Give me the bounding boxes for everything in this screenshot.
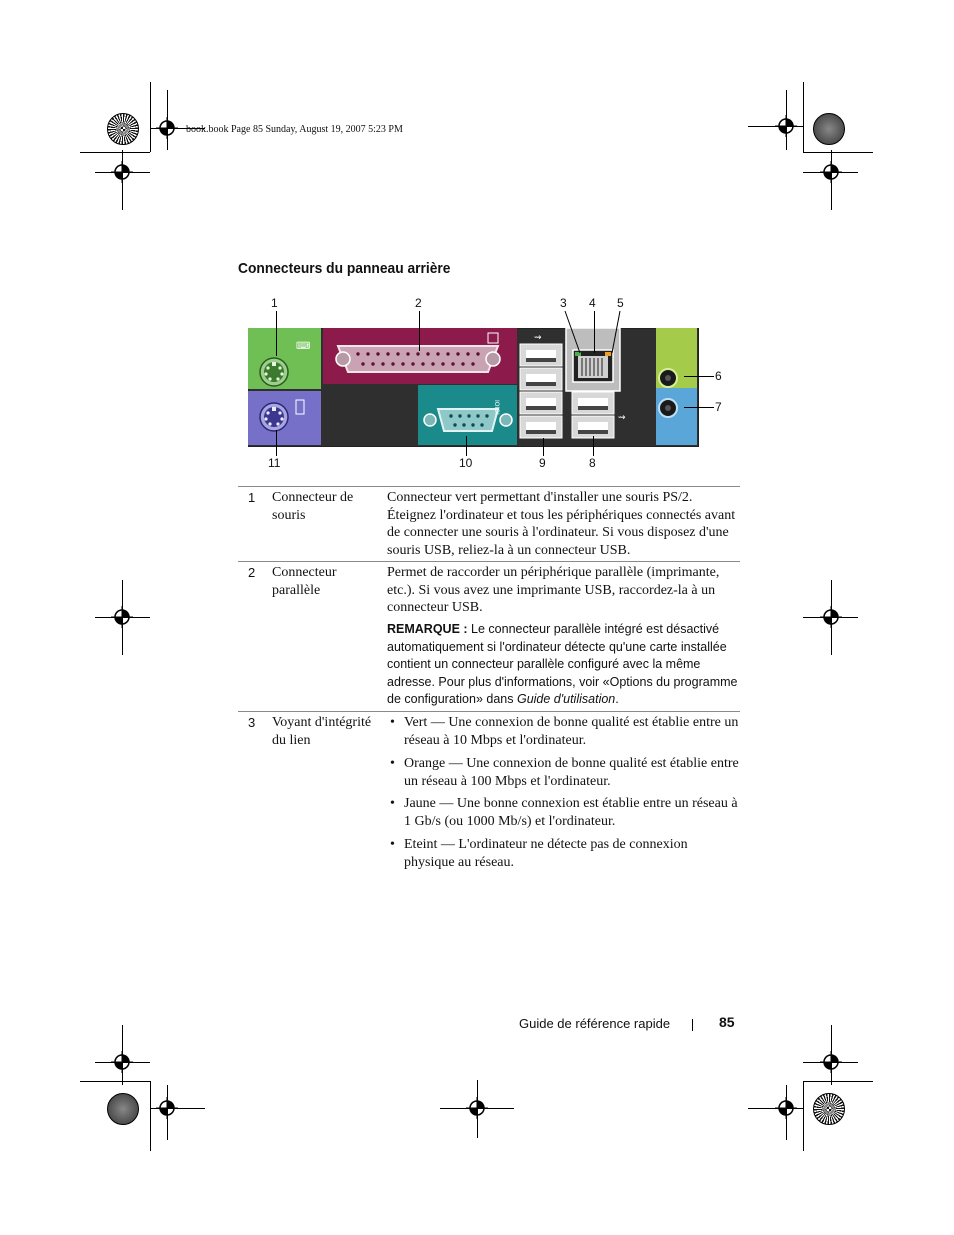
registration-mark <box>156 117 178 139</box>
row-number: 2 <box>248 565 256 580</box>
row-name: Connecteur de souris <box>272 490 354 523</box>
star-target <box>813 1093 845 1125</box>
list-item-text: Vert — Une connexion de bonne qualité est établie entre un réseau à 10 Mbps et l'ordinateur. <box>404 715 739 748</box>
star-target <box>107 113 139 145</box>
row-note <box>387 621 739 709</box>
list-item-text: Eteint — L'ordinateur ne détecte pas de connexion physique au réseau. <box>404 837 688 870</box>
callout-number: 5 <box>617 296 624 310</box>
registration-mark <box>820 161 842 183</box>
usb-stack-left <box>520 344 562 438</box>
row-description: Connecteur vert permettant d'installer une souris PS/2. Éteignez l'ordinateur et tous les périphériques connectés avant de connecter une souris à l'ordinateur. Si vous disposez d'une souris USB, reliez-la à un connecteur USB. <box>387 490 736 558</box>
registration-mark <box>820 606 842 628</box>
row-number: 1 <box>248 490 256 505</box>
footer-divider <box>692 1019 693 1031</box>
page-number: 85 <box>719 1014 735 1030</box>
callout-number: 9 <box>539 456 546 470</box>
callout-number: 4 <box>589 296 596 310</box>
note-end: . <box>615 692 619 706</box>
registration-mark <box>775 1097 797 1119</box>
callout-number: 7 <box>715 400 722 414</box>
grey-target <box>107 1093 139 1125</box>
line-in-panel <box>656 388 697 445</box>
registration-mark <box>111 1051 133 1073</box>
svg-text:⌨: ⌨ <box>296 341 311 352</box>
callout-number: 3 <box>560 296 567 310</box>
row-number: 3 <box>248 715 256 730</box>
registration-mark <box>111 606 133 628</box>
svg-text:IOIOI: IOIOI <box>493 400 500 415</box>
registration-mark <box>111 161 133 183</box>
row-description: Permet de raccorder un périphérique parallèle (imprimante, etc.). Si vous avez une imprimante USB, raccordez-la à un connecteur USB. <box>387 565 720 615</box>
connector-illustration <box>248 328 699 447</box>
callout-number: 8 <box>589 456 596 470</box>
list-item-text: Jaune — Une bonne connexion est établie entre un réseau à 1 Gb/s (ou 1000 Mb/s) et l'ordinateur. <box>404 796 738 829</box>
grey-target <box>813 113 845 145</box>
table-rule <box>238 711 740 712</box>
table-rule <box>238 486 740 487</box>
footer-title: Guide de référence rapide <box>519 1016 671 1031</box>
svg-text:⇝: ⇝ <box>618 413 626 423</box>
registration-mark <box>775 115 797 137</box>
section-title: Connecteurs du panneau arrière <box>238 260 451 277</box>
note-italic: Guide d'utilisation <box>516 692 616 706</box>
note-label: REMARQUE : <box>387 622 468 636</box>
svg-text:⇝: ⇝ <box>534 333 542 343</box>
usb-stack-right <box>572 392 614 438</box>
registration-mark <box>156 1097 178 1119</box>
row-name: Connecteur parallèle <box>272 565 337 598</box>
registration-mark <box>820 1051 842 1073</box>
callout-number: 2 <box>415 296 422 310</box>
note-text: Le connecteur parallèle intégré est désactivé automatiquement si l'ordinateur détecte qu'une carte installée contient un connecteur parallèle configuré avec la même adresse. Pour plus d'informations, voir «Options du programme de configuration» dans <box>387 622 738 706</box>
callout-number: 11 <box>268 456 281 470</box>
print-header: book.book Page 85 Sunday, August 19, 2007 5:23 PM <box>186 124 403 135</box>
table-rule <box>238 561 740 562</box>
list-item-text: Orange — Une connexion de bonne qualité est établie entre un réseau à 100 Mbps et l'ordinateur. <box>404 756 739 789</box>
callout-number: 10 <box>459 456 473 470</box>
row-name: Voyant d'intégrité du lien <box>272 715 372 748</box>
callout-number: 6 <box>715 369 722 383</box>
registration-mark <box>466 1097 488 1119</box>
callout-leaders <box>560 308 630 358</box>
callout-number: 1 <box>271 296 278 310</box>
